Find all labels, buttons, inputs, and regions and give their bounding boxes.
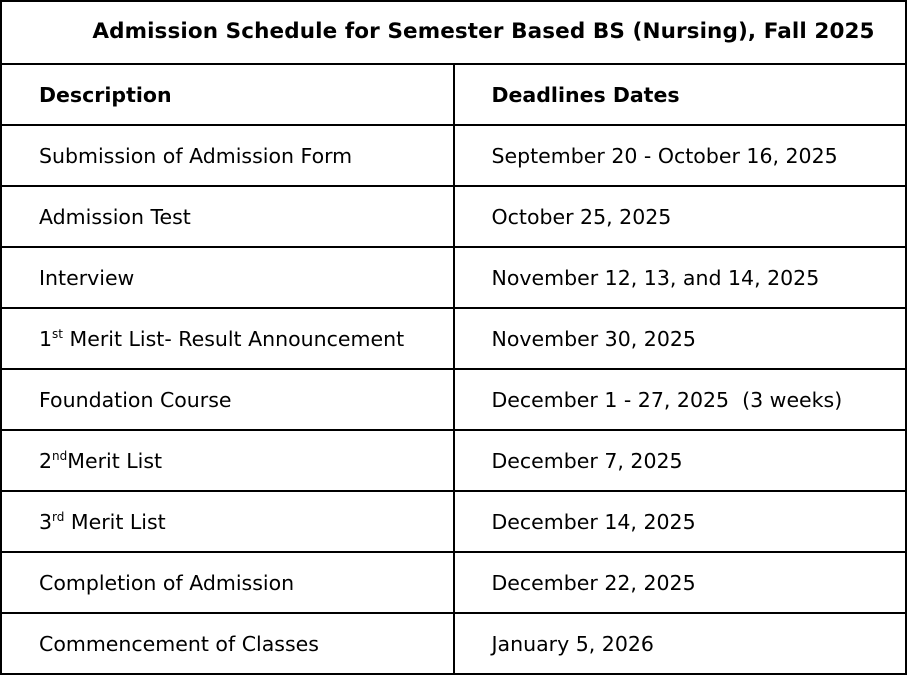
- description-text: Foundation Course: [39, 387, 232, 412]
- row-description: [1, 186, 454, 247]
- table-title: Admission Schedule for Semester Based BS (Nursing), Fall 2025: [1, 1, 906, 64]
- description-text: Merit List: [64, 509, 166, 534]
- table-row: [1, 491, 906, 552]
- description-text: Admission Test: [39, 204, 191, 229]
- header-deadline: Deadlines Dates: [454, 64, 907, 125]
- table-row: [1, 186, 906, 247]
- header-description: Description: [1, 64, 454, 125]
- ordinal: 2: [39, 448, 53, 473]
- row-date: September 20 - October 16, 2025: [454, 125, 907, 186]
- table-row: [1, 125, 906, 186]
- title-row: [1, 1, 906, 64]
- row-date: December 1 - 27, 2025 (3 weeks): [454, 369, 907, 430]
- row-description: [1, 613, 454, 674]
- row-description: [1, 247, 454, 308]
- table-row: [1, 308, 906, 369]
- ordinal-suffix: rd: [52, 509, 65, 524]
- header-row: [1, 64, 906, 125]
- row-date: October 25, 2025: [454, 186, 907, 247]
- description-text: Merit List: [67, 448, 163, 473]
- row-date: December 7, 2025: [454, 430, 907, 491]
- row-date: November 30, 2025: [454, 308, 907, 369]
- row-date: December 22, 2025: [454, 552, 907, 613]
- row-description: [1, 552, 454, 613]
- description-text: Submission of Admission Form: [39, 143, 353, 168]
- table-row: [1, 613, 906, 674]
- table-row: [1, 247, 906, 308]
- row-description: [1, 308, 454, 369]
- table-row: [1, 430, 906, 491]
- row-date: January 5, 2026: [454, 613, 907, 674]
- row-description: [1, 125, 454, 186]
- ordinal: 3: [39, 509, 53, 534]
- description-text: Interview: [39, 265, 135, 290]
- ordinal-suffix: st: [52, 326, 64, 341]
- table-row: [1, 369, 906, 430]
- row-description: [1, 430, 454, 491]
- description-text: Completion of Admission: [39, 570, 295, 595]
- description-text: Merit List- Result Announcement: [63, 326, 405, 351]
- row-description: [1, 491, 454, 552]
- row-description: [1, 369, 454, 430]
- table-row: [1, 552, 906, 613]
- description-text: Commencement of Classes: [39, 631, 319, 656]
- ordinal: 1: [39, 326, 53, 351]
- row-date: November 12, 13, and 14, 2025: [454, 247, 907, 308]
- ordinal-suffix: nd: [52, 448, 68, 463]
- row-date: December 14, 2025: [454, 491, 907, 552]
